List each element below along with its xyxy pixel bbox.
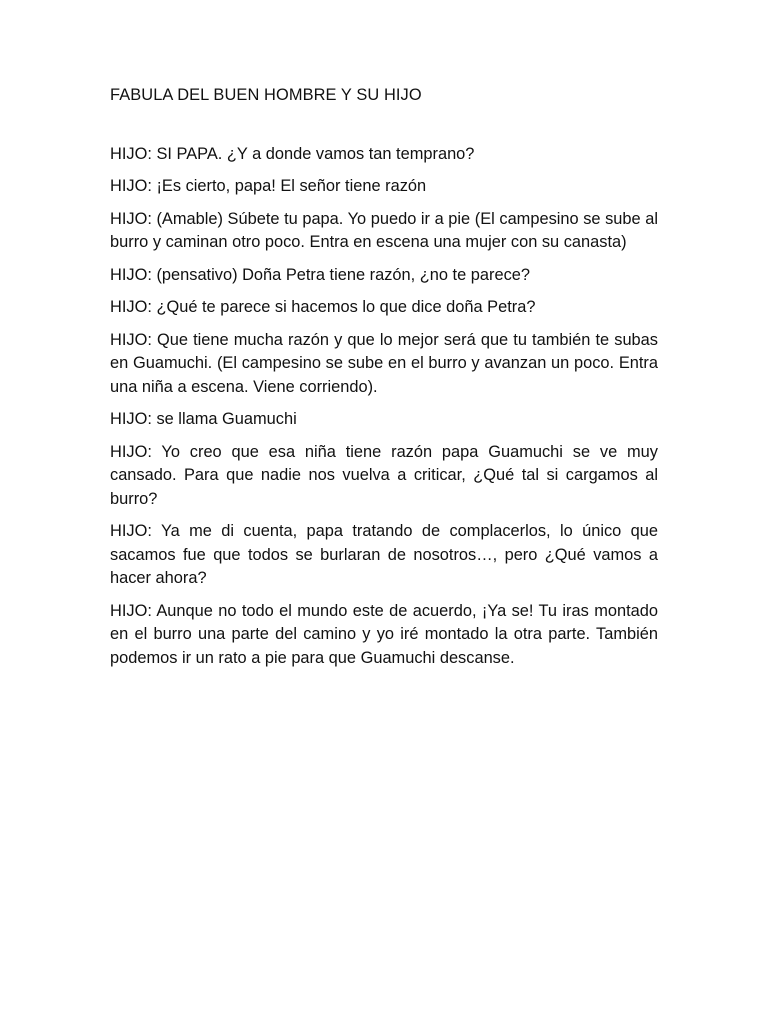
dialogue-paragraph: HIJO: Ya me di cuenta, papa tratando de complacerlos, lo único que sacamos fue que todos se burlaran de nosotros…, pero ¿Qué vamos a hacer ahora?: [110, 522, 658, 587]
dialogue-paragraph: HIJO: ¿Qué te parece si hacemos lo que dice doña Petra?: [110, 298, 536, 316]
dialogue-paragraph: HIJO: (Amable) Súbete tu papa. Yo puedo ir a pie (El campesino se sube al burro y caminan otro poco. Entra en escena una mujer con su canasta): [110, 209, 658, 251]
dialogue-paragraph: HIJO: Aunque no todo el mundo este de acuerdo, ¡Ya se! Tu iras montado en el burro una parte del camino y yo iré montado la otra parte. También podemos ir un rato a pie para que Guamuchi descanse.: [110, 601, 658, 667]
dialogue-paragraph: HIJO: SI PAPA. ¿Y a donde vamos tan temprano?: [110, 144, 475, 163]
dialogue-paragraph: HIJO: ¡Es cierto, papa! El señor tiene razón: [110, 177, 427, 195]
dialogue-paragraph: HIJO: Yo creo que esa niña tiene razón papa Guamuchi se ve muy cansado. Para que nadie nos vuelva a criticar, ¿Qué tal si cargamos al burro?: [110, 442, 658, 508]
dialogue-paragraph: HIJO: (pensativo) Doña Petra tiene razón, ¿no te parece?: [110, 265, 531, 284]
dialogue-paragraph: HIJO: Que tiene mucha razón y que lo mejor será que tu también te subas en Guamuchi. (El campesino se sube en el burro y avanzan un poco. Entra una niña a escena. Viene corriendo).: [110, 330, 658, 396]
document-title: FABULA DEL BUEN HOMBRE Y SU HIJO: [110, 86, 422, 104]
document-body: [110, 84, 658, 679]
dialogue-paragraph: HIJO: se llama Guamuchi: [110, 410, 297, 428]
